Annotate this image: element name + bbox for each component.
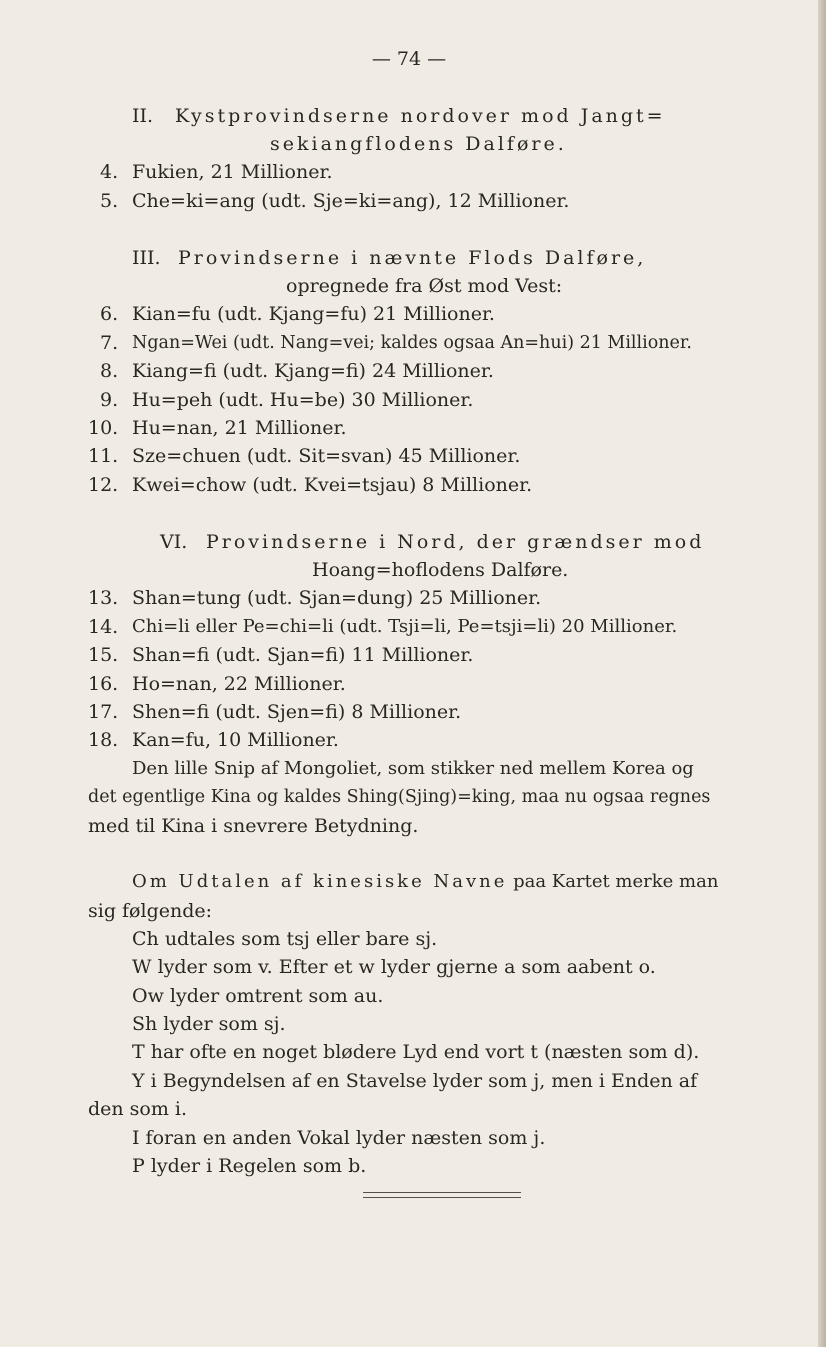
list-item: Kiang=fi (udt. Kjang=fi) 24 Millioner. <box>132 360 494 382</box>
list-item: Fukien, 21 Millioner. <box>132 161 333 183</box>
paragraph-line: Den lille Snip af Mongoliet, som stikker ned mellem Korea og <box>132 758 694 779</box>
pronunciation-rule: P lyder i Regelen som b. <box>132 1155 367 1177</box>
end-rule-bottom <box>363 1197 521 1198</box>
section-2-number: II. <box>132 105 154 127</box>
list-item-number: 17. <box>88 701 119 723</box>
list-item: Hu=nan, 21 Millioner. <box>132 417 347 439</box>
list-item-number: 4. <box>100 161 119 183</box>
list-item-number: 13. <box>88 587 119 609</box>
section-3-heading-cont: opregnede fra Øst mod Vest: <box>286 275 563 297</box>
section-2-heading-cont: sekiangflodens Dalføre. <box>270 133 567 155</box>
list-item-number: 11. <box>88 445 119 467</box>
section-6-heading: Provindserne i Nord, der grændser mod <box>206 531 705 553</box>
pronunciation-intro-rest: paa Kartet merke man <box>507 871 719 892</box>
end-rule-top <box>363 1192 521 1193</box>
paragraph-line: det egentlige Kina og kaldes Shing(Sjing)=king, maa nu ogsaa regnes <box>88 787 711 807</box>
page-edge <box>818 0 826 1347</box>
page-number: — 74 — <box>371 48 447 70</box>
list-item-number: 6. <box>100 303 119 325</box>
list-item-number: 16. <box>88 673 119 695</box>
pronunciation-rule: Y i Begyndelsen af en Stavelse lyder som j, men i Enden af <box>132 1070 698 1092</box>
pronunciation-intro-cont: sig følgende: <box>88 900 213 922</box>
list-item-number: 18. <box>88 729 119 751</box>
list-item: Sze=chuen (udt. Sit=svan) 45 Millioner. <box>132 445 521 467</box>
section-3-number: III. <box>132 247 161 269</box>
section-2-heading: Kystprovindserne nordover mod Jangt= <box>175 105 666 127</box>
list-item-number: 9. <box>100 389 119 411</box>
list-item-number: 14. <box>88 616 119 638</box>
pronunciation-rule: Sh lyder som sj. <box>132 1013 286 1035</box>
pronunciation-rule: Ch udtales som tsj eller bare sj. <box>132 928 438 950</box>
pronunciation-intro <box>132 870 718 894</box>
list-item-number: 10. <box>88 417 119 439</box>
list-item: Shen=fi (udt. Sjen=fi) 8 Millioner. <box>132 701 462 723</box>
paragraph-line: med til Kina i snevrere Betydning. <box>88 815 419 837</box>
list-item: Kan=fu, 10 Millioner. <box>132 729 339 751</box>
list-item: Hu=peh (udt. Hu=be) 30 Millioner. <box>132 389 474 411</box>
list-item: Kian=fu (udt. Kjang=fu) 21 Millioner. <box>132 303 495 325</box>
list-item: Shan=fi (udt. Sjan=fi) 11 Millioner. <box>132 644 474 666</box>
pronunciation-rule: W lyder som v. Efter et w lyder gjerne a som aabent o. <box>132 956 656 978</box>
section-6-number: VI. <box>160 531 188 553</box>
list-item-number: 7. <box>100 332 119 354</box>
pronunciation-rule: T har ofte en noget blødere Lyd end vort t (næsten som d). <box>132 1041 700 1063</box>
list-item-number: 5. <box>100 190 119 212</box>
list-item: Ngan=Wei (udt. Nang=vei; kaldes ogsaa An=hui) 21 Millioner. <box>132 333 692 353</box>
list-item: Ho=nan, 22 Millioner. <box>132 673 346 695</box>
pronunciation-rule: I foran en anden Vokal lyder næsten som j. <box>132 1127 546 1149</box>
list-item-number: 15. <box>88 644 119 666</box>
pronunciation-rule: Ow lyder omtrent som au. <box>132 985 384 1007</box>
section-3-heading: Provindserne i nævnte Flods Dalføre, <box>178 247 647 269</box>
list-item: Kwei=chow (udt. Kvei=tsjau) 8 Millioner. <box>132 474 533 496</box>
pronunciation-intro-spaced: Om Udtalen af kinesiske Navne <box>132 871 508 892</box>
list-item-number: 8. <box>100 360 119 382</box>
list-item: Che=ki=ang (udt. Sje=ki=ang), 12 Millioner. <box>132 190 570 212</box>
list-item: Shan=tung (udt. Sjan=dung) 25 Millioner. <box>132 587 542 609</box>
section-6-heading-cont: Hoang=hoflodens Dalføre. <box>312 559 569 581</box>
pronunciation-rule-cont: den som i. <box>88 1098 188 1120</box>
list-item: Chi=li eller Pe=chi=li (udt. Tsji=li, Pe=tsji=li) 20 Millioner. <box>132 616 678 637</box>
list-item-number: 12. <box>88 474 119 496</box>
